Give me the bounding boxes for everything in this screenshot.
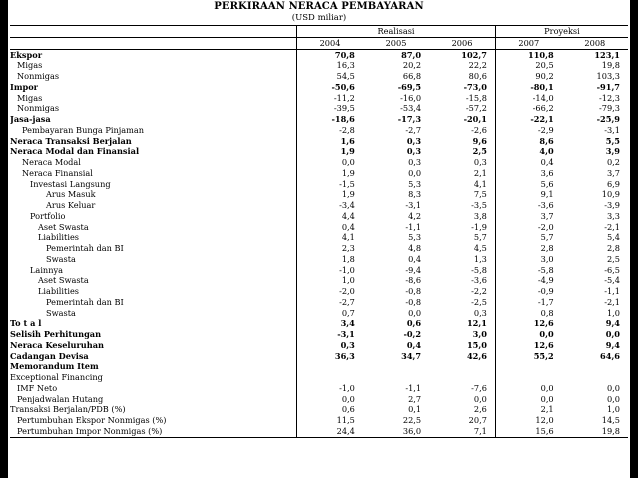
value-cell: 3,9	[605, 146, 620, 157]
row-label: Transaksi Berjalan/PDB (%)	[10, 404, 126, 415]
table-row	[10, 426, 628, 437]
table-body	[10, 49, 628, 437]
value-cell: 10,9	[601, 189, 620, 200]
table-row	[10, 254, 628, 265]
row-label: Arus Masuk	[46, 189, 96, 200]
row-label: Migas	[17, 60, 43, 71]
value-cell: -2,2	[429, 286, 495, 297]
table-row	[10, 340, 628, 351]
value-cell: 0,2	[606, 157, 620, 167]
value-cell: 0,4	[297, 222, 363, 233]
value-cell: 19,8	[601, 60, 620, 71]
value-cell: -0,8	[405, 296, 422, 307]
value-cell: -1,0	[297, 265, 363, 276]
row-label: Selisih Perhitungan	[10, 329, 102, 339]
value-cell: 0,4	[540, 157, 554, 167]
value-cell: 4,5	[429, 243, 495, 254]
value-cell: 5,7	[540, 232, 554, 243]
table-row	[10, 243, 628, 254]
value-cell: -66,2	[532, 103, 554, 114]
value-cell: 12,1	[429, 318, 495, 329]
value-cell: 0,3	[297, 340, 363, 351]
table-row	[10, 93, 628, 104]
value-cell: 1,6	[297, 136, 363, 147]
value-cell: 0,1	[408, 404, 422, 415]
row-label: Lainnya	[30, 264, 63, 275]
table-row	[10, 157, 628, 168]
value-cell: 20,5	[535, 60, 554, 71]
value-cell: -69,5	[397, 81, 422, 92]
value-cell: -3,1	[297, 329, 363, 340]
value-cell: 12,6	[533, 339, 554, 350]
value-cell: 3,3	[606, 210, 620, 221]
value-cell: -4,9	[537, 275, 554, 286]
value-cell: 0,0	[606, 393, 620, 404]
document-page	[8, 0, 630, 478]
row-label: Liabilities	[38, 286, 79, 296]
value-cell: 64,6	[600, 350, 620, 361]
value-cell: 0,0	[540, 393, 554, 404]
value-cell: -50,6	[297, 82, 363, 93]
table-row	[10, 329, 628, 340]
value-cell: -3,5	[429, 200, 495, 211]
value-cell: 0,0	[408, 307, 422, 318]
table-row	[10, 71, 628, 82]
value-cell: 0,7	[297, 308, 363, 319]
table-row	[10, 275, 628, 286]
year-header: 2006	[429, 37, 495, 49]
value-cell: -53,4	[400, 103, 422, 114]
row-label: Pemerintah dan BI	[46, 243, 124, 253]
value-cell: 70,8	[297, 49, 363, 60]
page-title: PERKIRAAN NERACA PEMBAYARAN	[214, 1, 424, 12]
value-cell: -2,5	[429, 297, 495, 308]
value-cell: -2,6	[429, 125, 495, 136]
value-cell: 0,0	[408, 167, 422, 178]
value-cell: -5,8	[429, 265, 495, 276]
value-cell	[363, 372, 429, 383]
value-cell: -22,1	[530, 114, 554, 124]
value-cell: 110,8	[528, 49, 554, 60]
value-cell: 2,8	[540, 243, 554, 253]
row-label: Portfolio	[30, 210, 66, 221]
value-cell: -9,4	[405, 264, 422, 275]
value-cell: 3,7	[606, 167, 620, 178]
value-cell	[363, 361, 429, 372]
value-cell: -3,1	[604, 124, 620, 135]
value-cell: 9,1	[540, 189, 554, 200]
value-cell: 4,1	[429, 179, 495, 190]
value-cell: 14,5	[601, 415, 620, 425]
value-cell: 0,0	[605, 329, 620, 339]
table-row	[10, 82, 628, 93]
value-cell: -18,6	[297, 114, 363, 125]
value-cell: 123,1	[594, 49, 620, 60]
value-cell	[429, 372, 495, 383]
value-cell: -25,9	[596, 114, 620, 124]
row-label: Neraca Modal	[22, 157, 81, 167]
value-cell	[429, 361, 495, 372]
value-cell: 2,7	[408, 393, 422, 404]
table-row	[10, 415, 628, 426]
value-cell: 0,3	[408, 157, 422, 167]
table-row	[10, 265, 628, 276]
value-cell: -2,8	[297, 125, 363, 136]
row-label: Swasta	[46, 307, 76, 318]
year-header: 2007	[495, 37, 561, 49]
row-label: Liabilities	[38, 232, 79, 243]
value-cell: 24,4	[297, 426, 363, 437]
value-cell: 0,4	[406, 339, 422, 350]
value-cell: -1,9	[429, 222, 495, 233]
value-cell: -16,0	[400, 92, 422, 103]
value-cell: -12,3	[599, 92, 620, 103]
value-cell: -17,3	[397, 114, 422, 124]
table-row	[10, 394, 628, 405]
value-cell: 5,5	[605, 135, 620, 146]
value-cell: -39,5	[297, 103, 363, 114]
value-cell: 1,8	[297, 254, 363, 265]
table-row	[10, 179, 628, 190]
value-cell: 103,3	[596, 71, 620, 81]
value-cell: 5,3	[408, 178, 422, 189]
value-cell: 4,4	[297, 211, 363, 222]
value-cell: -0,2	[403, 329, 422, 339]
value-cell: 5,6	[540, 178, 554, 189]
value-cell: 8,6	[539, 135, 554, 146]
value-cell: 2,6	[429, 404, 495, 415]
row-label: Neraca Finansial	[22, 167, 93, 178]
value-cell: 87,0	[401, 49, 422, 60]
table-row	[10, 211, 628, 222]
value-cell: 1,0	[606, 307, 620, 318]
value-cell: 6,9	[606, 178, 620, 189]
value-cell: 2,1	[540, 404, 554, 415]
value-cell: -5,8	[537, 264, 554, 275]
row-label: Ekspor	[10, 49, 43, 60]
value-cell: 0,3	[406, 135, 422, 146]
value-cell: -79,3	[599, 103, 620, 114]
value-cell: -0,9	[537, 286, 554, 296]
value-cell: -5,4	[604, 275, 620, 286]
table-row	[10, 232, 628, 243]
table-row	[10, 318, 628, 329]
value-cell: 11,5	[297, 415, 363, 426]
value-cell: 15,0	[429, 340, 495, 351]
value-cell: 0,0	[540, 382, 554, 393]
value-cell: -91,7	[596, 81, 620, 92]
value-cell: -73,0	[429, 82, 495, 93]
value-cell: -14,0	[532, 92, 554, 103]
value-cell	[297, 372, 363, 383]
row-label: Memorandum Item	[10, 361, 99, 372]
table-row	[10, 189, 628, 200]
value-cell: -2,7	[297, 297, 363, 308]
value-cell: -3,4	[297, 200, 363, 211]
value-cell: 66,8	[402, 71, 422, 81]
value-cell: -0,8	[405, 286, 422, 296]
value-cell: -2,7	[405, 124, 422, 135]
value-cell: 36,3	[297, 351, 363, 362]
value-cell: 2,1	[429, 168, 495, 179]
value-cell: -57,2	[429, 103, 495, 114]
value-cell: 0,0	[297, 394, 363, 405]
value-cell: -3,6	[537, 200, 554, 210]
table-row	[10, 372, 628, 383]
row-label: Impor	[10, 81, 38, 92]
value-cell: -11,2	[297, 93, 363, 104]
table-row	[10, 146, 628, 157]
value-cell: 15,6	[495, 426, 561, 437]
value-cell: -3,1	[405, 200, 422, 210]
table-row	[10, 351, 628, 362]
value-cell: -2,0	[297, 286, 363, 297]
balance-of-payments-table	[10, 25, 628, 438]
value-cell: -2,0	[537, 221, 554, 232]
value-cell: 7,5	[429, 189, 495, 200]
row-label: IMF Neto	[17, 382, 58, 393]
value-cell: 4,8	[408, 243, 422, 253]
value-cell: -7,6	[429, 383, 495, 394]
table-row	[10, 308, 628, 319]
value-cell: 3,8	[429, 211, 495, 222]
row-label: Aset Swasta	[38, 221, 89, 232]
row-label: Pertumbuhan Ekspor Nonmigas (%)	[17, 415, 167, 425]
table-row	[10, 200, 628, 211]
row-label: Jasa-jasa	[10, 114, 51, 124]
value-cell: 80,6	[429, 71, 495, 82]
value-cell: 4,0	[539, 146, 554, 157]
value-cell: 2,5	[606, 253, 620, 264]
value-cell: 0,0	[297, 157, 363, 168]
value-cell: 0,3	[429, 308, 495, 319]
table-row	[10, 286, 628, 297]
value-cell: -20,1	[429, 114, 495, 125]
table-row	[10, 125, 628, 136]
table-row	[10, 297, 628, 308]
value-cell: 1,0	[606, 404, 620, 415]
value-cell: 5,4	[606, 232, 620, 243]
table-row	[10, 136, 628, 147]
value-cell	[495, 372, 561, 383]
row-label: Migas	[17, 92, 43, 103]
table-row	[10, 49, 628, 60]
value-cell	[562, 361, 628, 372]
value-cell: 0,0	[539, 329, 554, 339]
value-cell: 4,1	[297, 232, 363, 243]
value-cell: 8,3	[408, 189, 422, 200]
value-cell: -1,0	[297, 383, 363, 394]
value-cell: 36,0	[363, 426, 429, 437]
value-cell: -1,1	[405, 221, 422, 232]
value-cell: 2,5	[429, 146, 495, 157]
value-cell: -8,6	[405, 275, 422, 286]
value-cell: -3,9	[604, 200, 620, 210]
table-row	[10, 60, 628, 71]
value-cell: -3,6	[429, 275, 495, 286]
value-cell: 1,9	[297, 189, 363, 200]
row-label: Aset Swasta	[38, 275, 89, 286]
table-row	[10, 404, 628, 415]
value-cell: 12,0	[535, 415, 554, 425]
value-cell: 22,5	[402, 415, 422, 425]
value-cell: -1,1	[405, 382, 422, 393]
value-cell: 16,3	[297, 60, 363, 71]
value-cell: 12,6	[533, 318, 554, 329]
table-row	[10, 103, 628, 114]
header-realisasi: Realisasi	[297, 26, 496, 38]
value-cell: 0,3	[429, 157, 495, 168]
value-cell: -1,1	[604, 286, 620, 296]
row-label: Neraca Modal dan Finansial	[10, 146, 140, 157]
value-cell: 90,2	[535, 71, 554, 81]
table-row	[10, 168, 628, 179]
value-cell: 0,8	[540, 307, 554, 318]
page-subtitle: (USD miliar)	[291, 13, 347, 23]
row-label: Arus Keluar	[46, 200, 96, 210]
value-cell: 0,6	[406, 318, 422, 329]
value-cell: 9,6	[429, 136, 495, 147]
value-cell: 3,4	[297, 318, 363, 329]
value-cell	[495, 361, 561, 372]
value-cell	[562, 372, 628, 383]
value-cell: 55,2	[533, 350, 554, 361]
value-cell: -15,8	[429, 93, 495, 104]
value-cell: 102,7	[429, 49, 495, 60]
value-cell: -80,1	[530, 81, 554, 92]
value-cell: 0,4	[408, 253, 422, 264]
value-cell: 3,0	[540, 253, 554, 264]
row-label: Pemerintah dan BI	[46, 296, 124, 307]
value-cell: 5,7	[429, 232, 495, 243]
value-cell: 9,4	[605, 339, 620, 350]
row-label: Swasta	[46, 253, 76, 264]
row-label: Cadangan Devisa	[10, 350, 89, 361]
value-cell: 9,4	[605, 318, 620, 329]
value-cell: 1,9	[297, 146, 363, 157]
row-label: Neraca Transaksi Berjalan	[10, 135, 132, 146]
row-label: To t a l	[10, 318, 42, 329]
value-cell: 2,8	[606, 243, 620, 253]
row-label: Nonmigas	[17, 71, 60, 81]
value-cell: 42,6	[429, 351, 495, 362]
value-cell: 0,0	[606, 382, 620, 393]
row-label: Exceptional Financing	[10, 372, 103, 382]
value-cell: 1,0	[297, 275, 363, 286]
value-cell: -1,5	[297, 179, 363, 190]
row-label: Pembayaran Bunga Pinjaman	[22, 124, 145, 135]
row-label: Pertumbuhan Impor Nonmigas (%)	[10, 426, 297, 437]
value-cell: 3,7	[540, 210, 554, 221]
value-cell: 7,1	[429, 426, 495, 437]
value-cell: 0,3	[406, 146, 422, 157]
value-cell: -2,9	[537, 124, 554, 135]
value-cell: 34,7	[401, 350, 422, 361]
year-header: 2008	[562, 37, 628, 49]
header-proyeksi: Proyeksi	[495, 26, 628, 38]
value-cell: 20,7	[429, 415, 495, 426]
value-cell	[297, 361, 363, 372]
table-row	[10, 361, 628, 372]
value-cell: 1,9	[297, 168, 363, 179]
table-row	[10, 383, 628, 394]
value-cell: 3,0	[429, 329, 495, 340]
value-cell: 0,0	[429, 394, 495, 405]
value-cell: 20,2	[402, 60, 422, 71]
year-header: 2005	[363, 37, 429, 49]
value-cell: 4,2	[408, 210, 422, 221]
table-row	[10, 222, 628, 233]
value-cell: 54,5	[297, 71, 363, 82]
row-label: Nonmigas	[17, 103, 60, 114]
value-cell: 3,6	[540, 167, 554, 178]
row-label: Neraca Keseluruhan	[10, 339, 104, 350]
value-cell: 22,2	[429, 60, 495, 71]
table-row	[10, 114, 628, 125]
value-cell: -2,1	[604, 296, 620, 307]
year-header: 2004	[297, 37, 363, 49]
value-cell: 1,3	[429, 254, 495, 265]
row-label: Investasi Langsung	[30, 178, 111, 189]
value-cell: 19,8	[562, 426, 628, 437]
value-cell: 5,3	[408, 232, 422, 243]
value-cell: 0,6	[297, 404, 363, 415]
value-cell: -6,5	[604, 264, 620, 275]
value-cell: 2,3	[297, 243, 363, 254]
row-label: Penjadwalan Hutang	[17, 393, 104, 404]
value-cell: -1,7	[537, 296, 554, 307]
value-cell: -2,1	[604, 221, 620, 232]
